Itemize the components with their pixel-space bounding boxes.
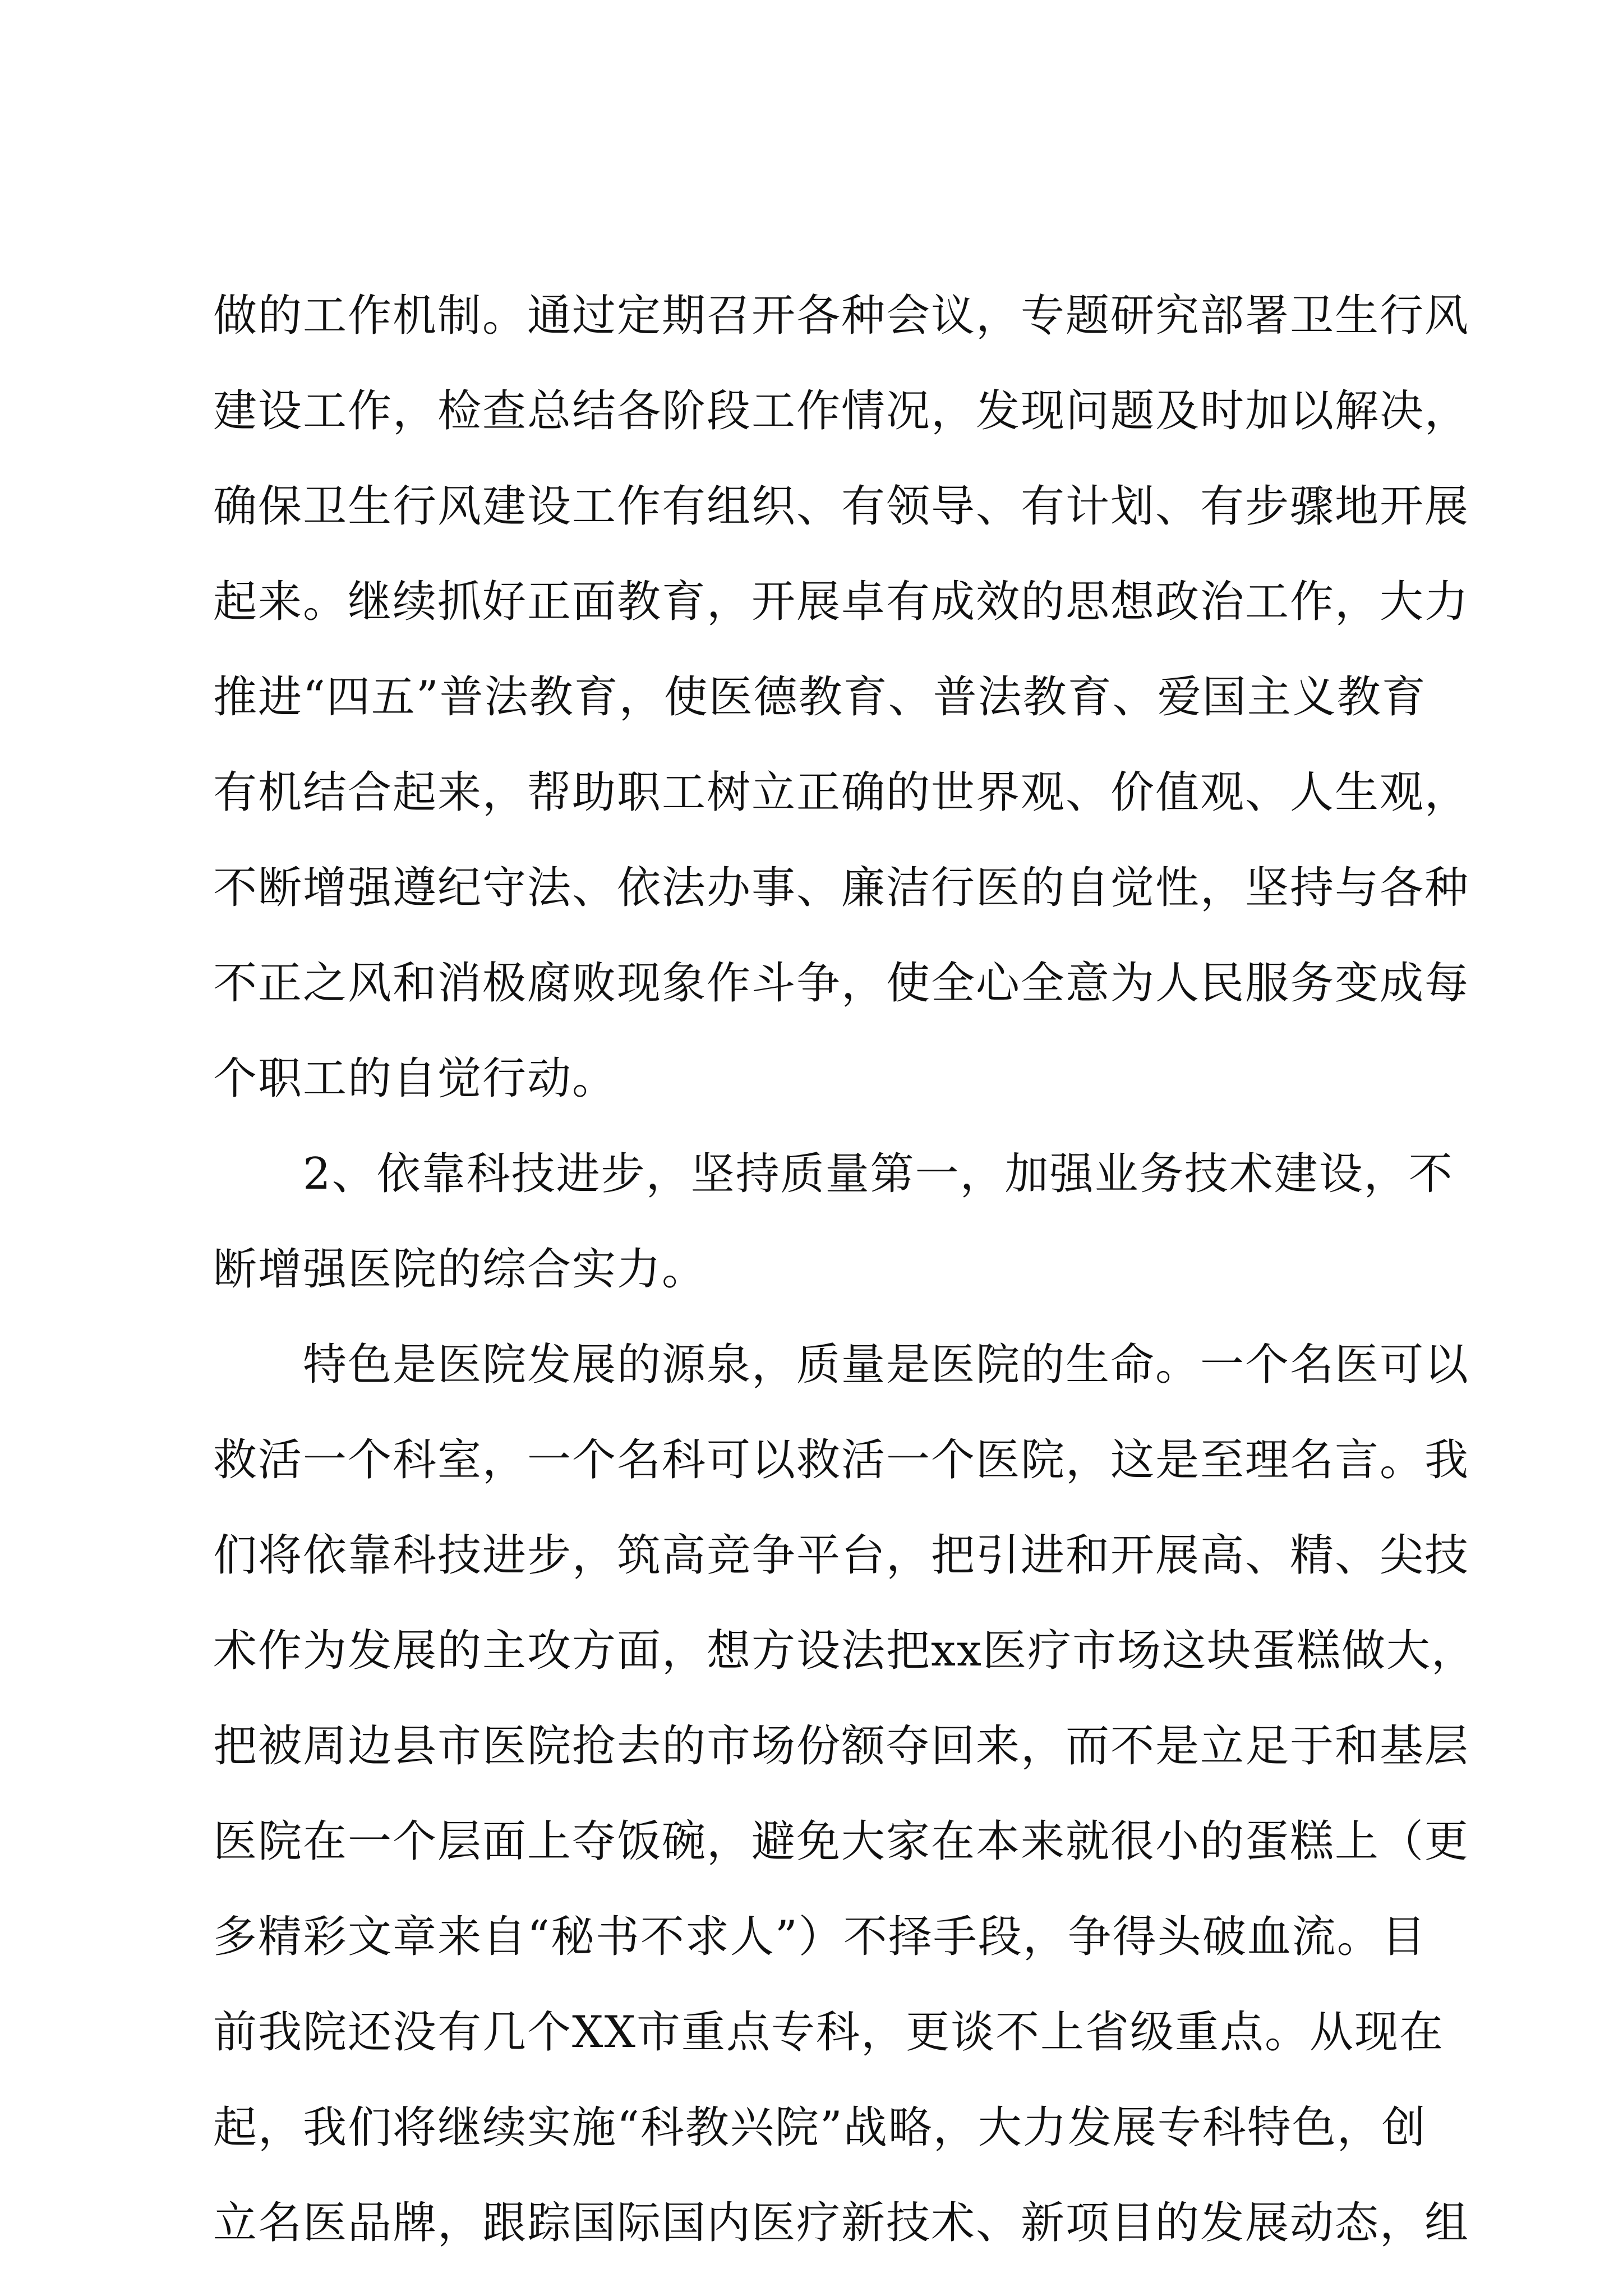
text-line: 确保卫生行风建设工作有组织、有领导、有计划、有步骤地开展 <box>213 481 1470 532</box>
text-line: 把被周边县市医院抢去的市场份额夺回来，而不是立足于和基层 <box>213 1721 1470 1772</box>
text-line: 救活一个科室，一个名科可以救活一个医院，这是至理名言。我 <box>213 1435 1470 1485</box>
text-line: 立名医品牌，跟踪国际国内医疗新技术、新项目的发展动态，组 <box>213 2198 1470 2248</box>
text-line: 建设工作，检查总结各阶段工作情况，发现问题及时加以解决， <box>213 386 1470 436</box>
text-line: 不断增强遵纪守法、依法办事、廉洁行医的自觉性，坚持与各种 <box>213 863 1470 913</box>
text-line: 特色是医院发展的源泉，质量是医院的生命。一个名医可以 <box>303 1340 1470 1390</box>
text-line: 2、依靠科技进步，坚持质量第一，加强业务技术建设，不 <box>303 1149 1454 1199</box>
text-line: 前我院还没有几个XX市重点专科，更谈不上省级重点。从现在 <box>213 2007 1445 2058</box>
text-line: 不正之风和消极腐败现象作斗争，使全心全意为人民服务变成每 <box>213 958 1470 1009</box>
text-line: 推进“四五”普法教育，使医德教育、普法教育、爱国主义教育 <box>213 672 1427 723</box>
text-line: 起，我们将继续实施“科教兴院”战略，大力发展专科特色，创 <box>213 2102 1427 2153</box>
text-line: 起来。继续抓好正面教育，开展卓有成效的思想政治工作，大力 <box>213 577 1470 627</box>
text-line: 个职工的自觉行动。 <box>213 1053 617 1104</box>
text-line: 们将依靠科技进步，筑高竞争平台，把引进和开展高、精、尖技 <box>213 1530 1470 1581</box>
text-line: 做的工作机制。通过定期召开各种会议，专题研究部署卫生行风 <box>213 291 1470 341</box>
text-line: 术作为发展的主攻方面，想方设法把xx医疗市场这块蛋糕做大， <box>213 1626 1476 1676</box>
text-line: 多精彩文章来自“秘书不求人”）不择手段，争得头破血流。目 <box>213 1912 1427 1962</box>
text-line: 断增强医院的综合实力。 <box>213 1244 707 1295</box>
text-line: 有机结合起来，帮助职工树立正确的世界观、价值观、人生观， <box>213 767 1470 818</box>
text-line: 医院在一个层面上夺饭碗，避免大家在本来就很小的蛋糕上（更 <box>213 1816 1470 1867</box>
